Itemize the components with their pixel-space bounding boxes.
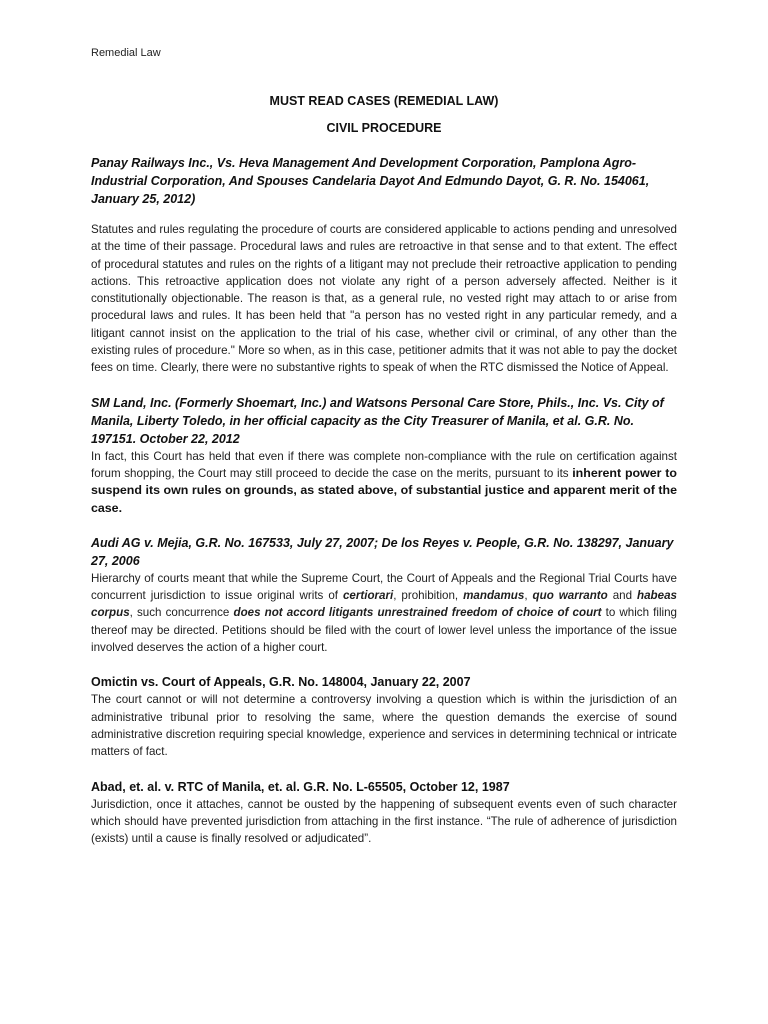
case-citation: Panay Railways Inc., Vs. Heva Management And Development Corporation, Pamplona Agro-Industrial Corporation, And Spouses Candelaria Dayot And Edmundo Dayot, G. R. No. 154061, January 25, 2012) <box>91 156 650 206</box>
case-entry <box>91 673 677 760</box>
document-title: MUST READ CASES (REMEDIAL LAW) <box>269 94 499 108</box>
summary-text: , such concurrence <box>129 606 234 620</box>
legal-term-certiorari: certiorari <box>342 589 394 603</box>
case-citation: Audi AG v. Mejia, G.R. No. 167533, July 27, 2007; De los Reyes v. People, G.R. No. 138297, January 27, 2006 <box>91 535 674 568</box>
case-summary: Statutes and rules regulating the procedure of courts are considered applicable to actions pending and unresolved at the time of their passage. Procedural laws and rules are retroactive in that sense and to that extent. The effect of procedural statutes and rules on the rights of a litigant may not preclude their retroactive application to pending actions. This retroactive application does not violate any right of a person adversely affected. Neither is it constitutionally objectionable. The reason is that, as a general rule, no vested right may attach to or arise from procedural laws and rules. It has been held that "a person has no vested right in any particular remedy, and a litigant cannot insist on the application to the trial of his case, whether civil or criminal, of any other than the existing rules of procedure." More so when, as in this case, petitioner admits that it was not able to pay the docket fees on time. Clearly, there were no substantive rights to speak of when the RTC dismissed the Notice of Appeal. <box>91 223 677 375</box>
case-citation: Abad, et. al. v. RTC of Manila, et. al. G.R. No. L-65505, October 12, 1987 <box>91 779 510 794</box>
summary-text: , prohibition, <box>393 589 464 603</box>
document-body <box>91 154 677 864</box>
case-citation: SM Land, Inc. (Formerly Shoemart, Inc.) and Watsons Personal Care Store, Phils., Inc. Vs. City of Manila, Liberty Toledo, in her official capacity as the City Treasurer of Manila, et al. G.R. No. 197151. October 22, 2012 <box>91 395 664 446</box>
summary-text: , <box>524 589 533 603</box>
summary-text: Hierarchy of courts meant that while the Supreme Court, the Court of Appeals and the Regional Trial Courts have concurrent jurisdiction to issue original writs of <box>91 571 677 603</box>
case-entry <box>91 394 677 517</box>
running-header: Remedial Law <box>91 47 161 59</box>
case-citation: Omictin vs. Court of Appeals, G.R. No. 148004, January 22, 2007 <box>91 675 471 690</box>
case-entry <box>91 534 677 656</box>
legal-term-mandamus: mandamus <box>463 589 525 603</box>
case-summary: Jurisdiction, once it attaches, cannot be ousted by the happening of subsequent events even of such character which should have prevented jurisdiction from attaching in the first instance. “The rule of adherence of jurisdiction (exists) until a cause is finally resolved or adjudicated”. <box>91 797 677 846</box>
case-summary: The court cannot or will not determine a controversy involving a question which is within the jurisdiction of an administrative tribunal prior to resolving the same, where the question demands the exercise of sound administrative discretion requiring special knowledge, experience and services in determining technical or intricate matters of fact. <box>91 693 677 759</box>
summary-text: to which filing thereof may be directed. Petitions should be filed with the court of lower level unless the importance of the issue involved deserves the action of a higher court. <box>91 606 677 655</box>
case-summary <box>91 570 677 656</box>
summary-text: In fact, this Court has held that even if there was complete non-compliance with the rule on certification against forum shopping, the Court may still proceed to decide the case on the merits, pursuant to its <box>91 449 677 480</box>
emphasized-text: inherent power to suspend its own rules on grounds, as stated above, of substantial justice and apparent merit of the case. <box>91 465 677 515</box>
summary-text: and <box>607 589 638 603</box>
case-entry <box>91 154 677 377</box>
case-entry <box>91 778 677 848</box>
case-summary <box>91 448 677 517</box>
legal-term-quo-warranto: quo warranto <box>532 589 608 603</box>
emphasized-text: does not accord litigants unrestrained freedom of choice of court <box>233 606 602 620</box>
legal-term-habeas-corpus: habeas corpus <box>91 589 677 620</box>
section-title: CIVIL PROCEDURE <box>326 121 442 135</box>
